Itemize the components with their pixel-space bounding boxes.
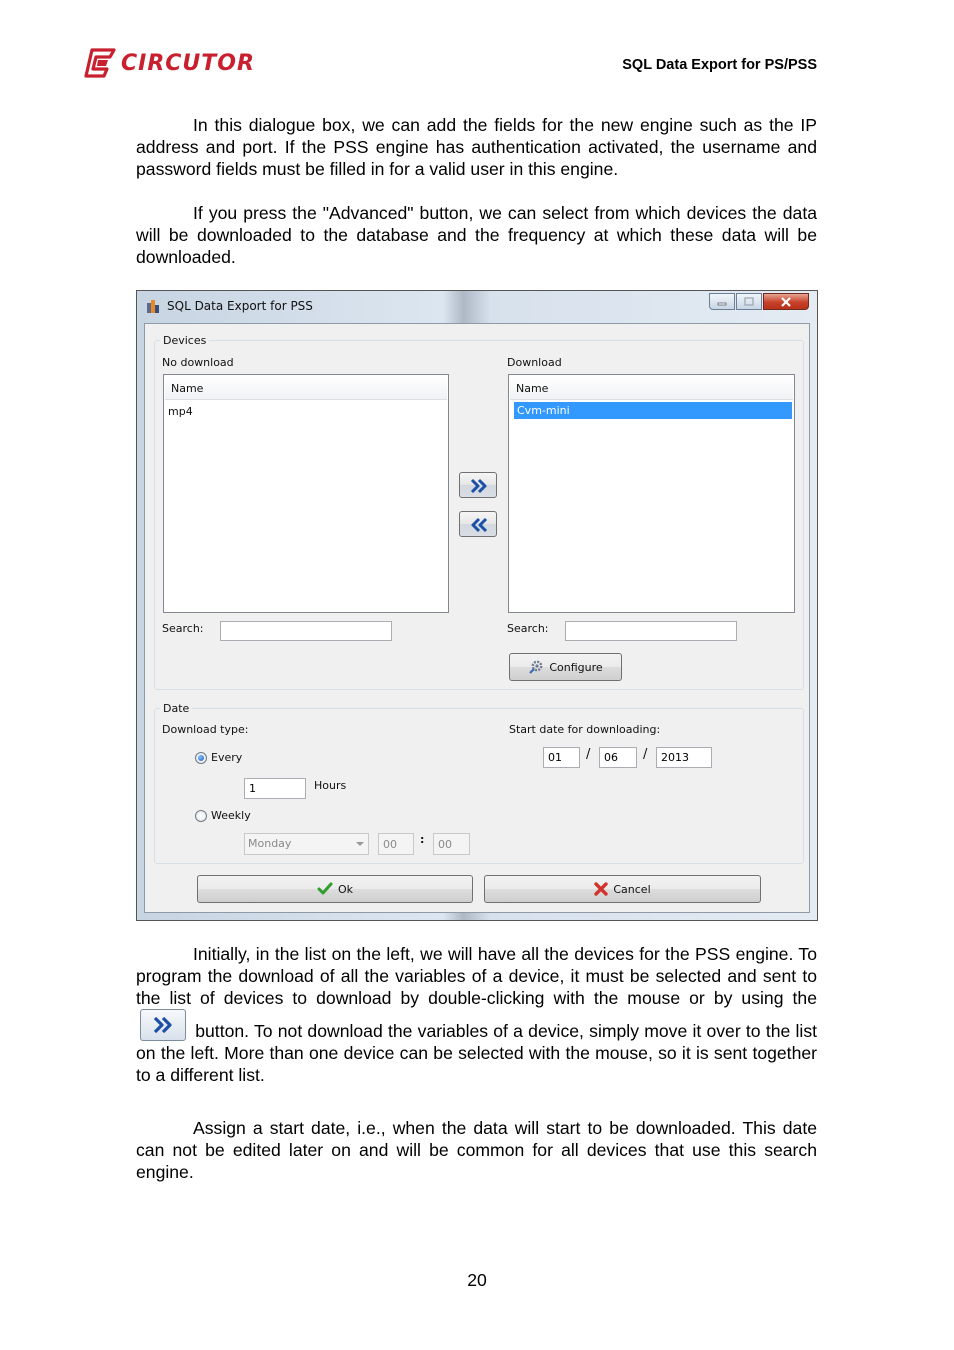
start-date-label: Start date for downloading: (509, 723, 661, 736)
date-group-title: Date (160, 702, 192, 715)
logo-text: CIRCUTOR (121, 50, 255, 76)
list-item[interactable]: Cvm-mini (514, 402, 792, 419)
weekly-hour-input[interactable] (378, 833, 414, 855)
download-list[interactable] (508, 374, 795, 613)
inline-move-right-button (140, 1009, 186, 1041)
checkmark-icon (317, 882, 333, 896)
download-type-label: Download type: (162, 723, 249, 736)
dialog-titlebar[interactable] (137, 291, 817, 323)
sql-export-dialog (136, 290, 818, 921)
weekday-select[interactable]: Monday (244, 833, 369, 855)
download-column-header[interactable]: Name (510, 376, 793, 400)
weekly-label: Weekly (211, 809, 251, 822)
paragraph-intro: In this dialogue box, we can add the fields for the new engine such as the IP address and port. If the PSS engine has authentication activated, the username and password fields must be filled in for a valid user in this engine. (136, 115, 817, 179)
devices-group-title: Devices (160, 334, 209, 347)
dialog-client-area (144, 323, 810, 913)
every-hours-input[interactable] (244, 778, 306, 799)
every-radio[interactable] (195, 752, 207, 764)
search-input-right[interactable] (565, 621, 737, 641)
gear-icon (528, 659, 544, 675)
close-button[interactable] (763, 293, 809, 310)
circutor-logo (84, 48, 255, 78)
configure-button[interactable] (509, 653, 622, 681)
date-separator: / (586, 747, 591, 762)
ok-button-label: Ok (337, 882, 354, 896)
cancel-button-label: Cancel (613, 882, 651, 896)
start-year-input[interactable] (656, 747, 712, 768)
page-number: 20 (467, 1270, 487, 1290)
paragraph-devices-text-2: button. To not download the variables of a device, simply move it over to the list on the left. More than one device can be selected with the mouse, so it is sent together to a different list. (136, 1021, 817, 1085)
configure-button-label: Configure (549, 660, 603, 674)
window-controls (709, 293, 809, 310)
double-chevron-left-icon (469, 517, 489, 533)
no-download-list[interactable] (163, 374, 449, 613)
paragraph-advanced: If you press the "Advanced" button, we can select from which devices the data will be downloaded to the database and the frequency at which these data will be downloaded. (136, 203, 817, 267)
document-title: SQL Data Export for PS/PSS (622, 57, 817, 73)
move-left-button[interactable] (459, 511, 497, 537)
start-month-input[interactable] (599, 747, 637, 768)
time-separator: : (420, 833, 425, 846)
maximize-icon (744, 297, 754, 306)
every-label: Every (211, 751, 243, 764)
paragraph-devices (136, 943, 817, 1086)
close-icon (780, 297, 792, 307)
weekly-minute-input[interactable] (433, 833, 470, 855)
app-icon (147, 300, 159, 313)
hours-label: Hours (314, 779, 347, 792)
start-day-input[interactable] (543, 747, 580, 768)
search-label-right: Search: (507, 622, 549, 635)
date-separator: / (643, 747, 648, 762)
paragraph-devices-text-1: Initially, in the list on the left, we will have all the devices for the PSS engine. To program the download of all the variables of a device, it must be selected and sent to the list of devices to download by double-clicking with the mouse or by using the (136, 944, 817, 1008)
download-label: Download (507, 356, 562, 369)
paragraph-start-date: Assign a start date, i.e., when the data will start to be downloaded. This date can not be edited later on and will be common for all devices that use this search engine. (136, 1118, 817, 1182)
dialog-title: SQL Data Export for PSS (167, 299, 313, 313)
minimize-button[interactable] (709, 293, 735, 310)
search-label-left: Search: (162, 622, 204, 635)
double-chevron-right-icon (152, 1016, 174, 1034)
cancel-button[interactable] (484, 875, 761, 903)
ok-button[interactable] (197, 875, 473, 903)
minimize-icon (717, 298, 727, 306)
chevron-down-icon (356, 842, 364, 846)
move-right-button[interactable] (459, 472, 497, 498)
search-input-left[interactable] (220, 621, 392, 641)
maximize-button[interactable] (736, 293, 762, 310)
circutor-logo-icon (84, 48, 118, 78)
double-chevron-right-icon (469, 478, 489, 494)
no-download-label: No download (162, 356, 234, 369)
list-item[interactable]: mp4 (168, 405, 193, 418)
no-download-column-header[interactable]: Name (165, 376, 447, 400)
cancel-x-icon (594, 882, 608, 896)
weekly-radio[interactable] (195, 810, 207, 822)
